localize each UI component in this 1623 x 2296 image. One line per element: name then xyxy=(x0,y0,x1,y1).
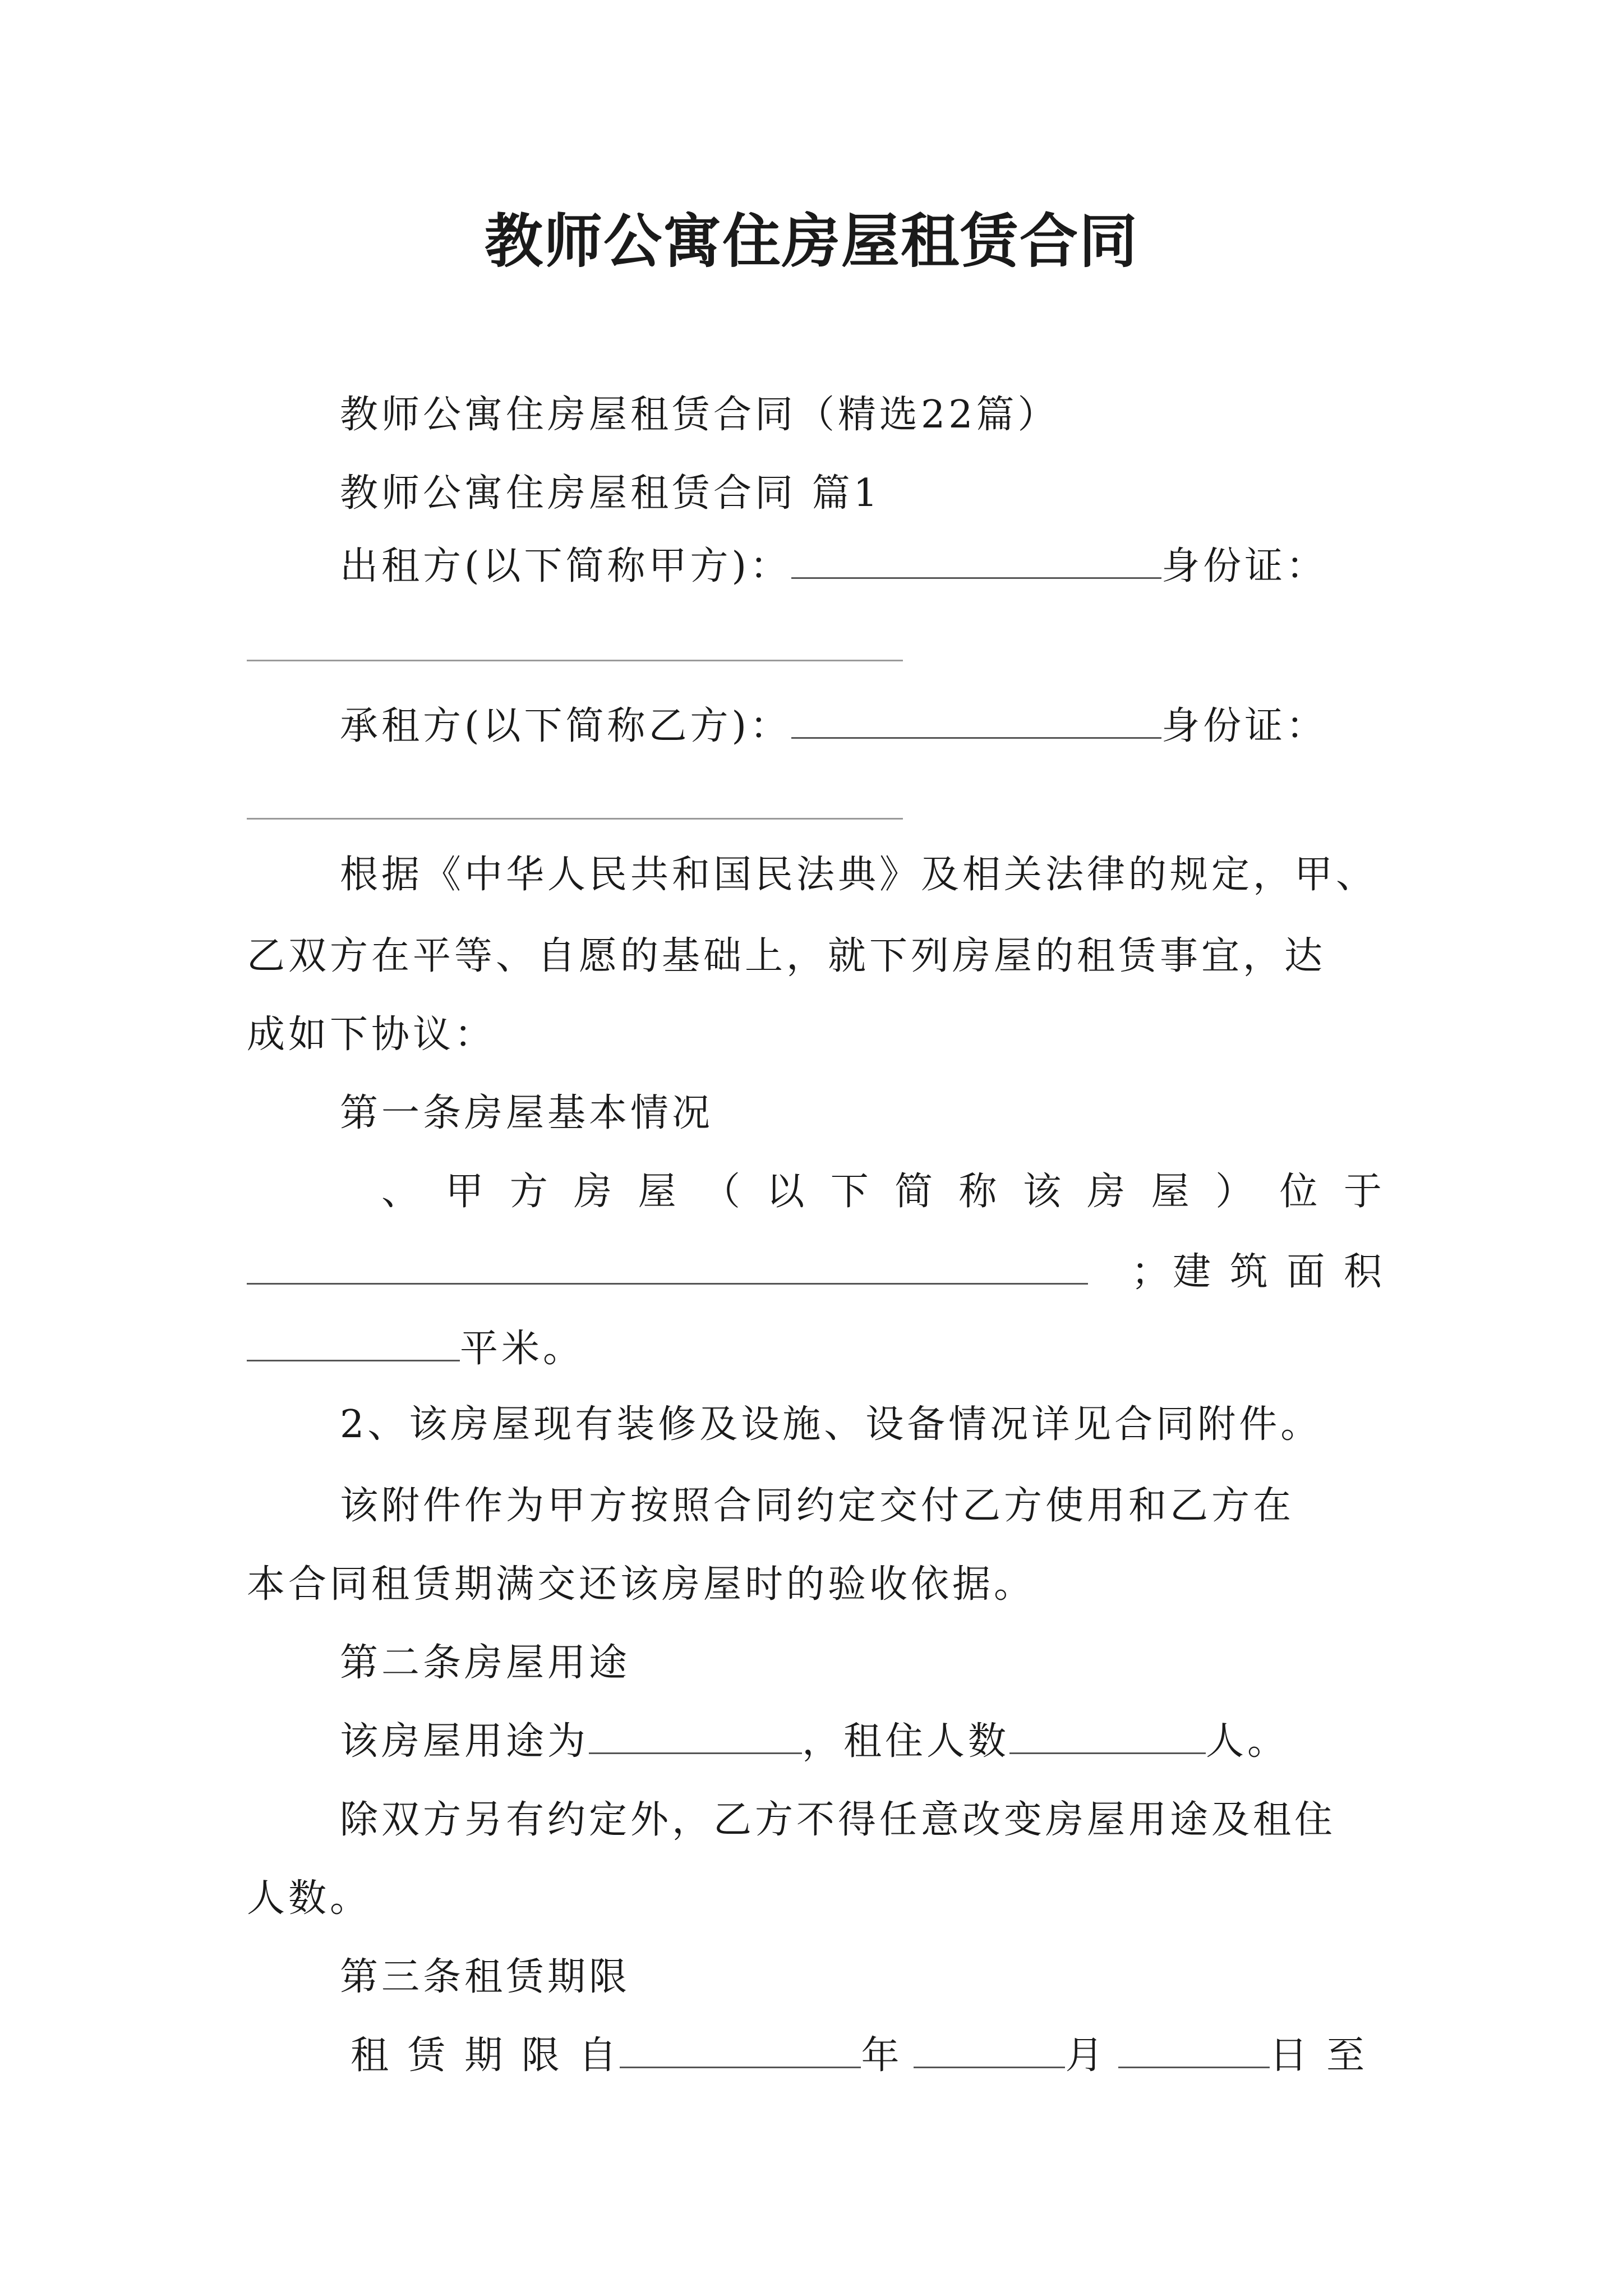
lessee-name-blank[interactable] xyxy=(791,702,1161,739)
day-to-label: 日 至 xyxy=(1269,2033,1368,2078)
article-1-item-1-char: ） xyxy=(1215,1170,1257,1214)
article-1-item-1-char: 下 xyxy=(830,1170,872,1214)
lessor-name-blank[interactable] xyxy=(791,542,1161,579)
article-2-restrict-line-2: 人数。 xyxy=(247,1876,372,1921)
people-label: ，租住人数 xyxy=(802,1719,1010,1764)
article-1-item-1-text xyxy=(381,1164,1385,1220)
article-2-use-line xyxy=(247,1714,1478,1770)
article-1-item-2: 2、该房屋现有装修及设施、设备情况详见合同附件。 xyxy=(340,1402,1322,1447)
month-label: 月 xyxy=(1065,2033,1107,2078)
article-1-item-1-char: 房 xyxy=(1087,1170,1129,1214)
start-year-blank[interactable] xyxy=(620,2032,861,2068)
lessee-id-label: 身份证： xyxy=(1161,704,1328,748)
article-1-item-1-char: 屋 xyxy=(638,1170,680,1214)
lessee-line xyxy=(247,698,1478,754)
area-value-blank[interactable] xyxy=(247,1325,460,1361)
article-2-restrict-line-1: 除双方另有约定外，乙方不得任意改变房屋用途及租住 xyxy=(340,1798,1336,1842)
article-1-item-1-char: 称 xyxy=(958,1170,1000,1214)
article-1-area-line xyxy=(247,1321,1385,1377)
document-subtitle: 教师公寓住房屋租赁合同（精选22篇） xyxy=(340,393,1059,437)
start-day-blank[interactable] xyxy=(1118,2032,1270,2068)
area-label: ；建 筑 面 积 xyxy=(1131,1250,1385,1294)
document-title: 教师公寓住房屋租赁合同 xyxy=(484,206,1138,275)
term-label: 租 赁 期 限 自 xyxy=(351,2033,620,2078)
intro-line-2: 乙双方在平等、自愿的基础上，就下列房屋的租赁事宜，达 xyxy=(247,934,1326,978)
article-1-address-line xyxy=(247,1244,1385,1300)
article-1-item-1-char: 于 xyxy=(1343,1170,1385,1214)
article-1-item-1-char: 、 xyxy=(381,1170,423,1214)
people-blank[interactable] xyxy=(1009,1718,1206,1754)
article-3-heading: 第三条租赁期限 xyxy=(340,1955,631,1999)
article-1-heading: 第一条房屋基本情况 xyxy=(340,1091,714,1135)
lessee-label: 承租方(以下简称乙方)： xyxy=(340,704,792,748)
article-1-item-1-char: 以 xyxy=(766,1170,808,1214)
lessor-id-label: 身份证： xyxy=(1161,544,1328,588)
lessor-id-blank[interactable] xyxy=(247,660,903,661)
start-month-blank[interactable] xyxy=(914,2032,1065,2068)
article-1-item-1-char: 方 xyxy=(509,1170,551,1214)
article-1-attachment-line-1: 该附件作为甲方按照合同约定交付乙方使用和乙方在 xyxy=(340,1484,1295,1528)
use-label: 该房屋用途为 xyxy=(340,1719,589,1764)
article-1-attachment-line-2: 本合同租赁期满交还该房屋时的验收依据。 xyxy=(247,1562,1036,1607)
article-1-item-1-char: 屋 xyxy=(1151,1170,1193,1214)
section-heading: 教师公寓住房屋租赁合同 篇1 xyxy=(340,471,881,516)
article-2-heading: 第二条房屋用途 xyxy=(340,1641,631,1685)
lessor-line xyxy=(247,539,1478,595)
use-blank[interactable] xyxy=(589,1718,802,1754)
intro-line-1: 根据《中华人民共和国民法典》及相关法律的规定，甲、 xyxy=(340,853,1378,897)
article-3-term-line xyxy=(247,2028,1385,2084)
area-unit: 平米。 xyxy=(460,1327,585,1371)
house-address-blank[interactable] xyxy=(247,1248,1088,1285)
article-1-item-1-char: 该 xyxy=(1022,1170,1064,1214)
intro-line-3: 成如下协议： xyxy=(247,1013,496,1057)
article-1-item-1-char: （ xyxy=(702,1170,744,1214)
lessor-label: 出租方(以下简称甲方)： xyxy=(340,544,792,588)
year-label: 年 xyxy=(861,2033,903,2078)
article-1-item-1-char: 位 xyxy=(1279,1170,1321,1214)
article-1-item-1-line xyxy=(247,1164,1385,1220)
article-1-item-1-char: 甲 xyxy=(445,1170,487,1214)
article-1-item-1-char: 简 xyxy=(895,1170,937,1214)
people-unit: 人。 xyxy=(1206,1719,1289,1764)
lessee-id-blank[interactable] xyxy=(247,818,903,820)
article-1-item-1-char: 房 xyxy=(574,1170,616,1214)
